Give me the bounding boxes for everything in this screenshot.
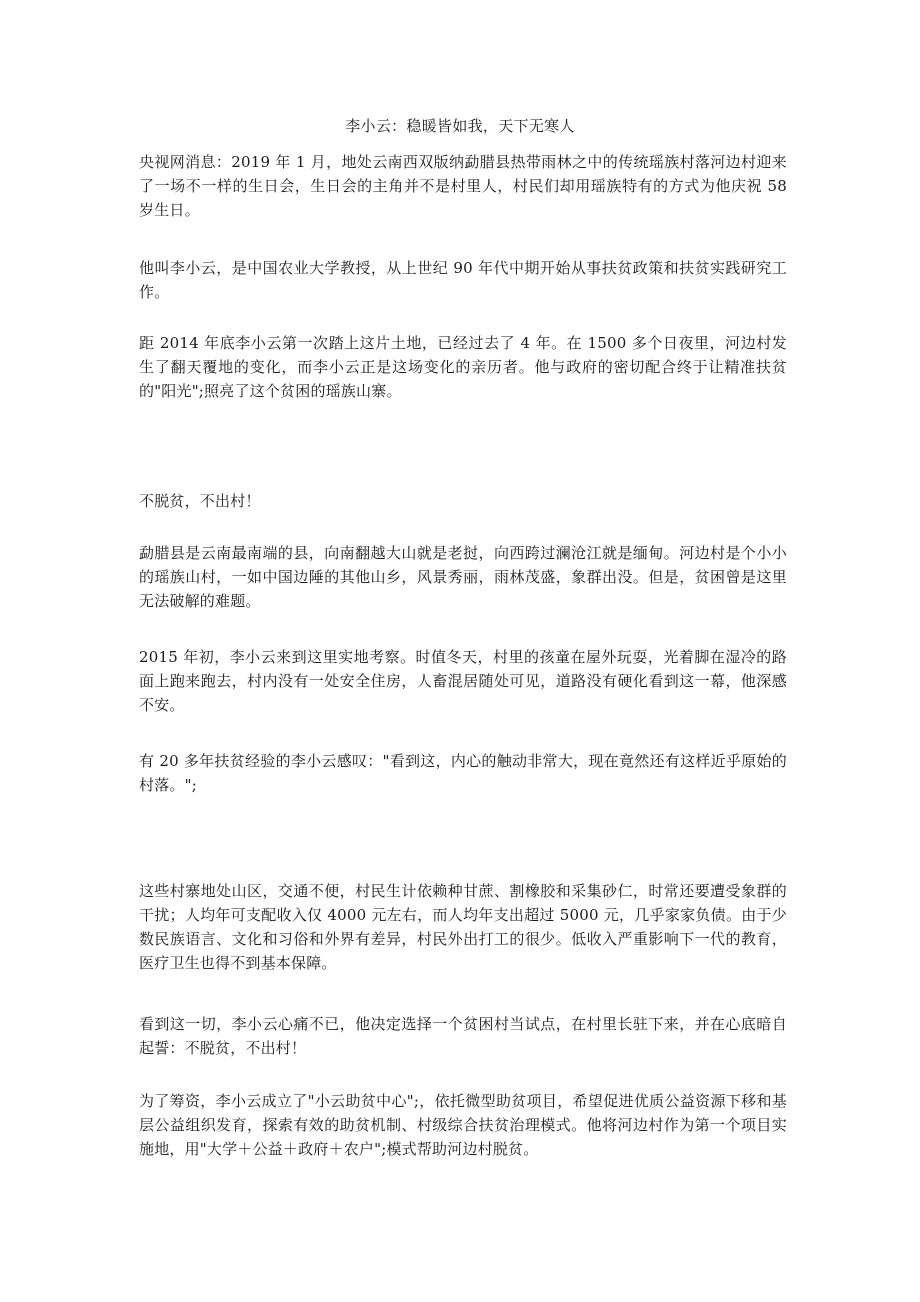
paragraph-intro: 央视网消息：2019 年 1 月，地处云南西双版纳勐腊县热带雨林之中的传统瑶族村落河边村迎来了一场不一样的生日会，生日会的主角并不是村里人，村民们却用瑶族特有的方式为他庆祝 58 岁生日。 — [139, 153, 787, 219]
paragraph-fundraising: 为了筹资，李小云成立了"小云助贫中心";，依托微型助贫项目，希望促进优质公益资源下移和基层公益组织发育，探索有效的助贫机制、村级综合扶贫治理模式。他将河边村作为第一个项目实施地，用"大学＋公益＋政府＋农户";模式帮助河边村脱贫。 — [139, 1092, 787, 1158]
paragraph-2015: 2015 年初，李小云来到这里实地考察。时值冬天，村里的孩童在屋外玩耍，光着脚在湿冷的路面上跑来跑去，村内没有一处安全住房，人畜混居随处可见，道路没有硬化看到这一幕，他深感不安。 — [139, 648, 787, 714]
paragraph-villages: 这些村寨地处山区，交通不便，村民生计依赖种甘蔗、割橡胶和采集砂仁，时常还要遭受象群的干扰；人均年可支配收入仅 4000 元左右，而人均年支出超过 5000 元，几乎家家负债。由于少数民族语言、文化和习俗和外界有差异，村民外出打工的很少。低收入严重影响下一代的教育，医疗卫生也得不到基本保障。 — [139, 882, 787, 972]
section-heading: 不脱贫，不出村！ — [139, 492, 261, 510]
paragraph-vow: 看到这一切，李小云心痛不已，他决定选择一个贫困村当试点，在村里长驻下来，并在心底暗自起誓：不脱贫，不出村！ — [139, 1015, 787, 1057]
paragraph-profile: 他叫李小云，是中国农业大学教授，从上世纪 90 年代中期开始从事扶贫政策和扶贫实践研究工作。 — [139, 259, 787, 301]
document-title: 李小云：稳暖皆如我，天下无寒人 — [345, 117, 575, 135]
paragraph-mengla: 勐腊县是云南最南端的县，向南翻越大山就是老挝，向西跨过澜沧江就是缅甸。河边村是个小小的瑶族山村，一如中国边陲的其他山乡，风景秀丽，雨林茂盛，象群出没。但是，贫困曾是这里无法破解的难题。 — [139, 544, 787, 610]
paragraph-quote: 有 20 多年扶贫经验的李小云感叹："看到这，内心的触动非常大，现在竟然还有这样近乎原始的村落。"; — [139, 752, 787, 794]
paragraph-change: 距 2014 年底李小云第一次踏上这片土地，已经过去了 4 年。在 1500 多个日夜里，河边村发生了翻天覆地的变化，而李小云正是这场变化的亲历者。他与政府的密切配合终于让精准扶贫的"阳光";照亮了这个贫困的瑶族山寨。 — [139, 334, 787, 400]
